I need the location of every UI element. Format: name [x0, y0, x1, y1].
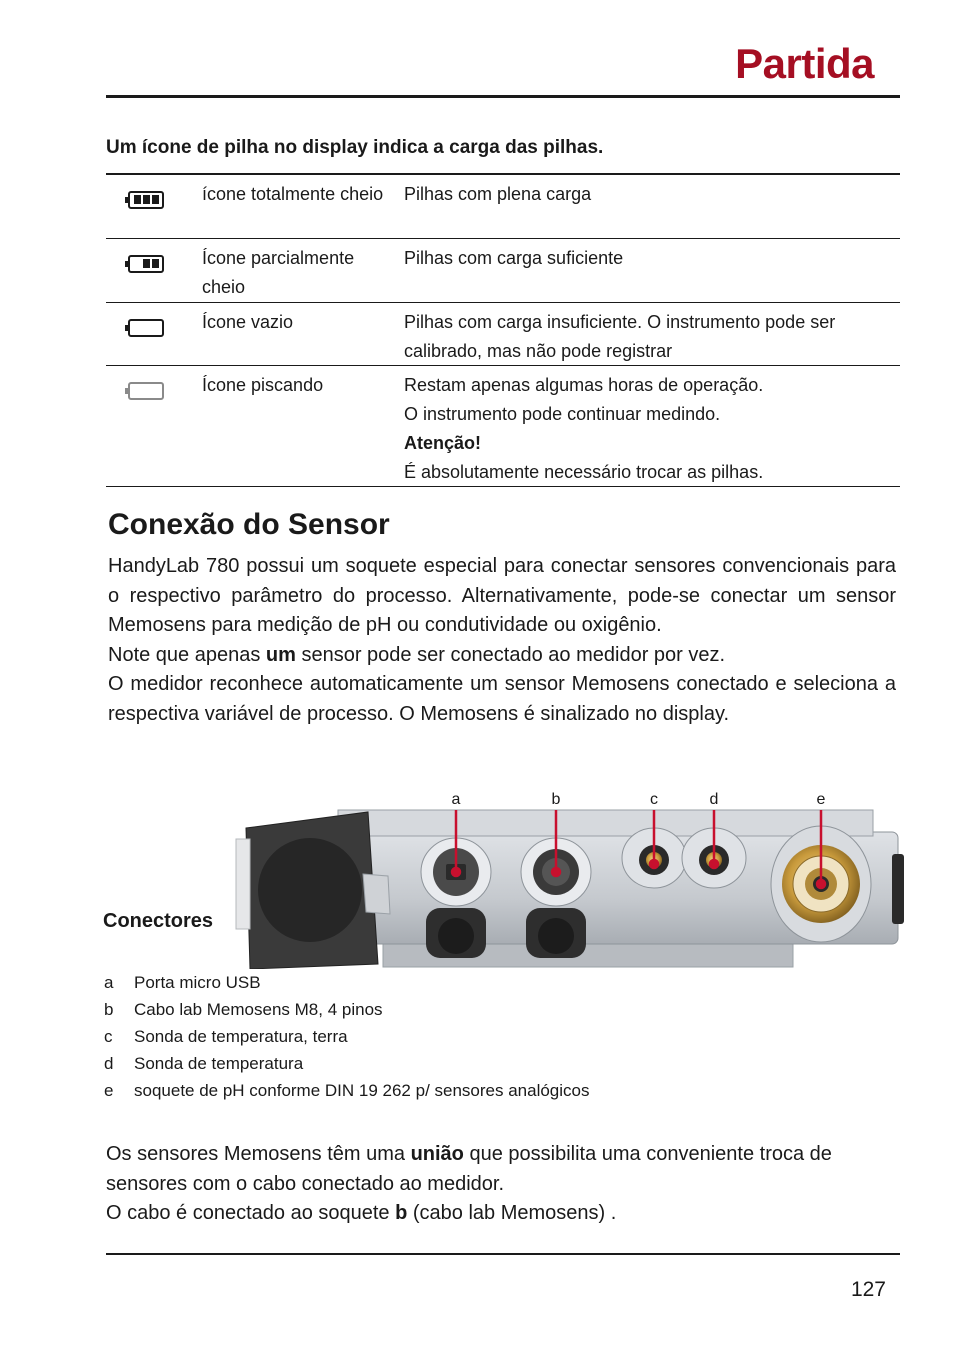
- page-number: 127: [850, 1278, 886, 1301]
- battery-name: Ícone parcialmente cheio: [202, 248, 355, 297]
- paragraph: Os sensores Memosens têm uma união que possibilita uma conveniente troca de sensores com o cabo conectado ao medidor.: [106, 1143, 832, 1195]
- closing-text: [106, 1140, 906, 1229]
- battery-desc-line: Restam apenas algumas horas de operação.: [404, 375, 764, 395]
- connectors-label: Conectores: [103, 910, 214, 932]
- battery-desc-line: Pilhas com plena carga: [404, 184, 592, 204]
- battery-blinking-icon: [128, 382, 164, 400]
- warning-text: É absolutamente necessário trocar as pilhas.: [404, 462, 764, 482]
- section-heading: Conexão do Sensor: [108, 508, 390, 541]
- battery-partial-icon: [128, 255, 164, 273]
- paragraph: O medidor reconhece automaticamente um sensor Memosens conectado e seleciona a respectiva variável de processo. O Memosens é sinalizado no display.: [108, 673, 896, 725]
- battery-row: [106, 173, 900, 238]
- battery-name: Ícone piscando: [202, 375, 324, 395]
- device-image: [228, 784, 908, 969]
- page-title: Partida: [735, 40, 874, 87]
- connector-letter-a: a: [451, 791, 461, 808]
- battery-name: ícone totalmente cheio: [202, 184, 384, 204]
- battery-row: [106, 365, 900, 487]
- connector-letter-c: c: [650, 791, 658, 808]
- battery-desc-line: Pilhas com carga suficiente: [404, 248, 624, 268]
- battery-row: [106, 302, 900, 365]
- paragraph: Note que apenas um sensor pode ser conectado ao medidor por vez.: [108, 643, 726, 666]
- battery-row: [106, 238, 900, 302]
- connector-letter-e: e: [816, 791, 826, 808]
- connector-letter-b: b: [551, 791, 561, 808]
- paragraph: O cabo é conectado ao soquete b (cabo lab Memosens) .: [106, 1202, 617, 1224]
- battery-full-icon: [128, 191, 164, 209]
- header-rule: [106, 95, 900, 98]
- battery-intro: Um ícone de pilha no display indica a carga das pilhas.: [106, 137, 604, 158]
- connector-letter-d: d: [709, 791, 719, 808]
- warning-label: Atenção!: [404, 433, 482, 453]
- battery-table: [106, 173, 900, 487]
- sensor-body: [108, 552, 896, 729]
- battery-name: Ícone vazio: [202, 312, 294, 332]
- footer-rule: [106, 1253, 900, 1255]
- paragraph: HandyLab 780 possui um soquete especial para conectar sensores convencionais para o respectivo parâmetro do processo. Alternativamente, pode-se conectar um sensor Memosens para medição de pH ou condutividade ou oxigênio.: [108, 555, 896, 636]
- battery-desc-line: O instrumento pode continuar medindo.: [404, 404, 721, 424]
- battery-empty-icon: [128, 319, 164, 337]
- battery-desc-line: Pilhas com carga insuficiente. O instrumento pode ser calibrado, mas não pode registrar: [404, 312, 836, 361]
